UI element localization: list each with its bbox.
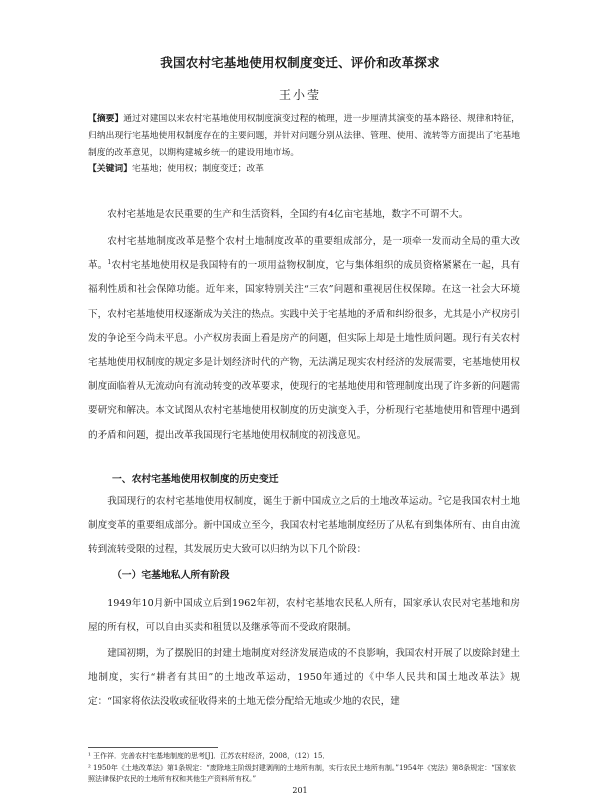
abstract bbox=[88, 111, 520, 162]
footnote-ref-1: 1 bbox=[107, 259, 112, 267]
subsection-heading-1: （一）宅基地私人所有阶段 bbox=[112, 570, 230, 581]
author-name: 王小莹 bbox=[278, 88, 321, 102]
footnote-1: ¹ 王作祥．完善农村宅基地制度的思考[J]．江苏农村经济，2008，（12）15． bbox=[88, 752, 330, 760]
footnote-divider bbox=[88, 747, 218, 748]
body-paragraph-4: 1949年10月新中国成立后到1962年初，农村宅基地农民私人所有，国家承认农民对宅基地和房屋的所有权，可以自由买卖和租赁以及继承等而不受政府限制。 bbox=[88, 598, 520, 634]
abstract-label: 【摘要】 bbox=[88, 114, 124, 124]
keywords bbox=[88, 161, 520, 177]
paper-title: 我国农村宅基地使用权制度变迁、评价和改革探求 bbox=[160, 55, 440, 70]
paragraph-3-part-1: 我国现行的农村宅基地使用权制度，诞生于新中国成立之后的土地改革运动。 bbox=[107, 496, 439, 507]
keywords-text: 宅基地；使用权；制度变迁；改革 bbox=[132, 164, 264, 174]
abstract-text: 通过对建国以来农村宅基地使用权制度演变过程的梳理，进一步厘清其演变的基本路径、规律和特征，归纳出现行宅基地使用权制度存在的主要问题，并针对问题分别从法律、管理、使用、流转等方面提出了宅基地制度的改革意见，以期构建城乡统一的建设用地市场。 bbox=[88, 114, 520, 158]
footnote-ref-2: 2 bbox=[438, 494, 443, 502]
body-paragraph-3 bbox=[88, 490, 520, 563]
body-paragraph-1: 农村宅基地是农民重要的生产和生活资料，全国约有4亿亩宅基地，数字不可谓不大。 bbox=[107, 209, 469, 220]
page-number: 201 bbox=[292, 786, 308, 795]
body-paragraph-2 bbox=[88, 230, 520, 448]
body-paragraph-5: 建国初期，为了摆脱旧的封建土地制度对经济发展造成的不良影响，我国农村开展了以废除封建土地制度，实行“耕者有其田”的土地改革运动，1950年通过的《中华人民共和国土地改革法》规定：“国家将依法没收或征收得来的土地无偿分配给无地或少地的农民，建 bbox=[88, 648, 520, 708]
keywords-label: 【关键词】 bbox=[88, 164, 132, 174]
paragraph-3-part-2: 它是我国农村土地制度变革的重要组成部分。新中国成立至今，我国农村宅基地制度经历了从私有到集体所有、由自由流转到流转受限的过程，其发展历史大致可以归纳为以下几个阶段： bbox=[88, 496, 521, 556]
paragraph-2-part-1: 农村宅基地制度改革是整个农村土地制度改革的重要组成部分，是一项牵一发而动全局的重大改革。 bbox=[88, 236, 520, 272]
section-heading-1: 一、农村宅基地使用权制度的历史变迁 bbox=[112, 474, 279, 485]
paragraph-2-part-2: 农村宅基地使用权是我国特有的一项用益物权制度，它与集体组织的成员资格紧紧在一起，具有福利性质和社会保障功能。近年来，国家特别关注“三农”问题和重视居住权保障。在这一社会大环境下，农村宅基地使用权逐渐成为关注的热点。实践中关于宅基地的矛盾和纠纷很多，尤其是小产权房引发的争论至今尚未平息。小产权房表面上看是房产的问题，但实际上却是土地性质问题。现行有关农村宅基地使用权制度的规定多是计划经济时代的产物，无法满足现实农村经济的发展需要，宅基地使用权制度面临着从无流动向有流动转变的改革要求，使现行的宅基地使用和管理制度出现了许多新的问题需要研究和解决。本文试图从农村宅基地使用权制度的历史演变入手，分析现行宅基地使用和管理中遇到的矛盾和问题，提出改革我国现行宅基地使用权制度的初浅意见。 bbox=[88, 260, 521, 441]
footnotes bbox=[88, 751, 520, 786]
footnote-2: ² 1950年《土地改革法》第1条规定：“废除地主阶级封建剥削的土地所有制，实行农民土地所有制。”1954年《宪法》第8条规定：“国家依照法律保护农民的土地所有权和其他生产资料所有权。” bbox=[88, 763, 516, 783]
